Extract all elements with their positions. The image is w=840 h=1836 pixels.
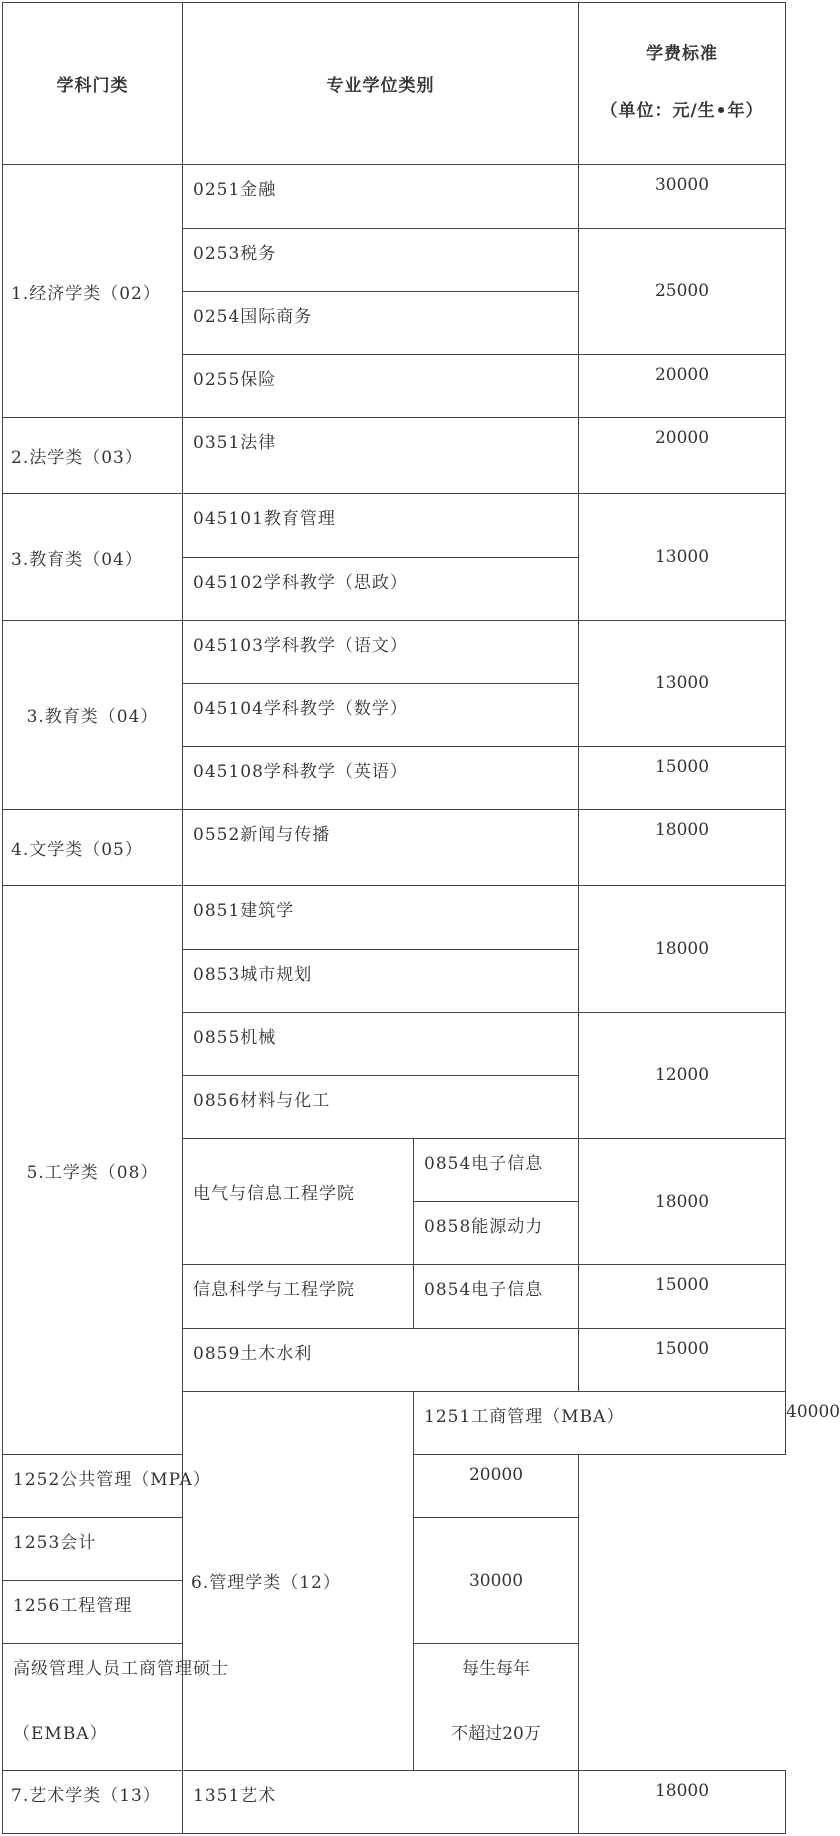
tuition-table: 学科门类 专业学位类别 学费标准 （单位：元/生•年） 1.经济学类（02） 0251金融 30000 0253税务 25000 0254国际商务 0255保险 20000 2.法学类（03） 0351法律 20000 3.教育类（04） 045101教育管理 13000 045102学科教学（思政） 3.教育类（04） 045103学科教学（语文） 13000 045104学科教学（数学） 045108学科教学（英语） 15000 4.文学类（05） 0552新闻与传播 18000 5.工学类（08） 0851建筑学 18000 0853城市规划 0855机械 12000 0856材料与化工 电气与信息工程学院 0854电子信息 18000 0858能源动力 信息科学与工程学院 0854电子信息 15000 0859土木水利 15000 6.管理学类（12） 1251工商管理（MBA） 40000 1252公共管理（MPA） 20000 1253会计 30000 1256工程管理 高级管理人员工商管理硕士 （EMBA） 每生每年 不超过20万 7.艺术学类（13） 1351艺术 18000 (2, 2, 786, 1834)
degree-cell: 0851建筑学 (183, 886, 579, 949)
fee-cell: 25000 (579, 228, 786, 354)
header-fee-unit: （单位：元/生•年） (600, 101, 764, 122)
school-cell: 电气与信息工程学院 (183, 1139, 414, 1265)
fee-cell: 20000 (414, 1454, 579, 1517)
degree-cell: 1251工商管理（MBA） (414, 1391, 786, 1454)
school-cell: 信息科学与工程学院 (183, 1265, 414, 1328)
degree-cell: 0255保险 (183, 354, 579, 417)
fee-cell-emba (414, 1644, 579, 1770)
degree-cell: 0854电子信息 (414, 1139, 579, 1202)
degree-cell: 0859土木水利 (183, 1328, 579, 1391)
degree-cell: 0854电子信息 (414, 1265, 579, 1328)
fee-cell: 15000 (579, 1265, 786, 1328)
degree-cell: 045108学科教学（英语） (183, 747, 579, 810)
degree-cell-emba (3, 1644, 414, 1770)
fee-cell: 18000 (579, 810, 786, 886)
emba-name-line2: （EMBA） (13, 1724, 108, 1745)
category-art: 7.艺术学类（13） (3, 1770, 183, 1833)
category-literature: 4.文学类（05） (3, 810, 183, 886)
degree-cell: 0253税务 (183, 228, 579, 291)
degree-cell: 0853城市规划 (183, 949, 579, 1012)
fee-cell: 13000 (579, 620, 786, 746)
header-fee-title: 学费标准 (646, 44, 718, 65)
emba-name-line1: 高级管理人员工商管理硕士 (13, 1659, 229, 1680)
degree-cell: 0254国际商务 (183, 291, 579, 354)
degree-cell: 045104学科教学（数学） (183, 683, 579, 746)
degree-cell: 0552新闻与传播 (183, 810, 579, 886)
category-economics: 1.经济学类（02） (3, 165, 183, 418)
degree-cell: 0855机械 (183, 1012, 579, 1075)
fee-cell: 30000 (414, 1518, 579, 1644)
degree-cell: 1256工程管理 (3, 1581, 414, 1644)
header-category: 学科门类 (3, 3, 183, 165)
fee-cell: 18000 (579, 1139, 786, 1265)
degree-cell: 1252公共管理（MPA） (3, 1454, 414, 1517)
degree-cell: 045102学科教学（思政） (183, 557, 579, 620)
fee-cell: 20000 (579, 354, 786, 417)
degree-cell: 0351法律 (183, 418, 579, 494)
degree-cell: 1253会计 (3, 1518, 414, 1581)
degree-cell: 1351艺术 (183, 1770, 579, 1833)
fee-cell: 15000 (579, 1328, 786, 1391)
degree-cell: 045103学科教学（语文） (183, 620, 579, 683)
fee-cell: 18000 (579, 1770, 786, 1833)
emba-fee-line1: 每生每年 (462, 1659, 530, 1680)
emba-fee-line2: 不超过20万 (451, 1724, 541, 1745)
fee-cell: 13000 (579, 494, 786, 620)
header-degree: 专业学位类别 (183, 3, 579, 165)
degree-cell: 0251金融 (183, 165, 579, 228)
category-law: 2.法学类（03） (3, 418, 183, 494)
fee-cell: 20000 (579, 418, 786, 494)
category-education-2: 3.教育类（04） (3, 620, 183, 810)
fee-cell: 30000 (579, 165, 786, 228)
category-engineering: 5.工学类（08） (3, 886, 183, 1455)
degree-cell: 045101教育管理 (183, 494, 579, 557)
fee-cell: 12000 (579, 1012, 786, 1138)
degree-cell: 0858能源动力 (414, 1202, 579, 1265)
header-fee (579, 3, 786, 165)
category-management: 6.管理学类（12） (183, 1391, 414, 1770)
degree-cell: 0856材料与化工 (183, 1075, 579, 1138)
category-education: 3.教育类（04） (3, 494, 183, 620)
fee-cell: 15000 (579, 747, 786, 810)
fee-cell: 18000 (579, 886, 786, 1012)
